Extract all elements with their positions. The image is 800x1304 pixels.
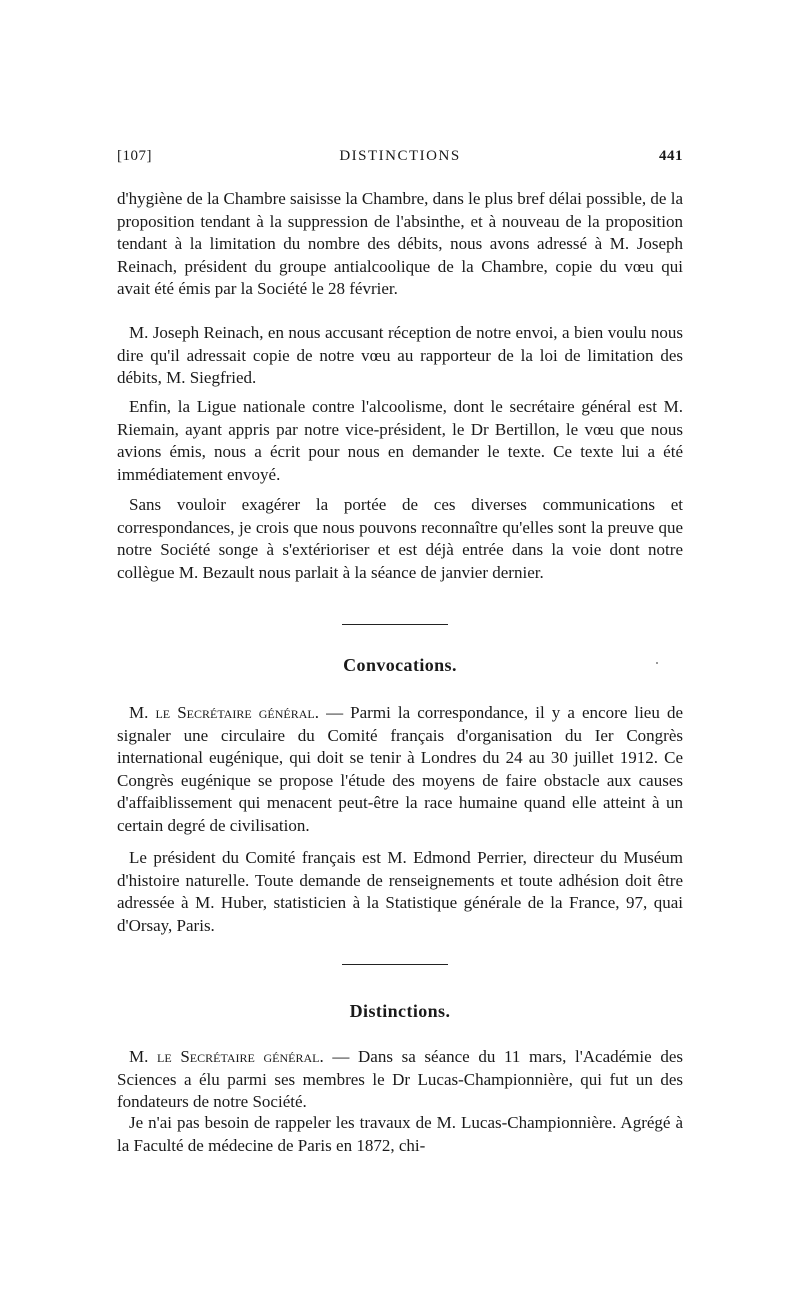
paragraph-reinach [117,322,683,390]
paragraph-lucas-championniere [117,1112,683,1157]
paragraph-body: — Parmi la correspondance, il y a encore lieu de signaler une circulaire du Comité français d'organisation du Ier Congrès international eugénique, qui doit se tenir à Londres du 24 au 30 juillet 1912. Ce Congrès eugénique se propose l'étude des moyens de faire obstacle aux causes d'affaiblissement qui menacent peut-être la race humaine quand elle atteint à un certain degré de civilisation. [117,703,683,835]
paragraph-body: — Dans sa séance du 11 mars, l'Académie des Sciences a élu parmi ses membres le Dr Lucas-Championnière, qui fut un des fondateurs de notre Société. [117,1047,683,1111]
section-divider [342,624,448,625]
section-divider [342,964,448,965]
header-page-ref: [107] [117,148,152,164]
paragraph-comite [117,847,683,937]
header-title: DISTINCTIONS [339,148,461,164]
paragraph-text: Enfin, la Ligue nationale contre l'alcoolisme, dont le secrétaire général est M. Riemain, ayant appris par notre vice-président, le Dr Bertillon, le vœu que nous avions émis, nous a écrit pour nous en demander le texte. Ce texte lui a été immédiatement envoyé. [117,397,683,484]
paragraph-text: Le président du Comité français est M. Edmond Perrier, directeur du Muséum d'histoire naturelle. Toute demande de renseignements et toute adhésion doit être adressée à M. Huber, statisticien à la Statistique générale de la France, 97, quai d'Orsay, Paris. [117,848,683,935]
section-heading-convocations: Convocations. [343,655,457,675]
paragraph-communications [117,494,683,584]
paragraph-text: Je n'ai pas besoin de rappeler les travaux de M. Lucas-Championnière. Agrégé à la Faculté de médecine de Paris en 1872, chi- [117,1113,683,1155]
section-heading-distinctions: Distinctions. [349,1001,451,1021]
paragraph-text: d'hygiène de la Chambre saisisse la Chambre, dans le plus bref délai possible, de la proposition tendant à la suppression de l'absinthe, et à nouveau de la proposition tendant à la limitation du nombre des débits, nous avons adressé à M. Joseph Reinach, président du groupe antialcoolique de la Chambre, copie du vœu qui avait été émis par la Société le 28 février. [117,189,683,298]
paragraph-ligue [117,396,683,486]
paragraph-text [117,1046,683,1114]
header-page-number: 441 [659,148,683,164]
speaker-label: M. le Secrétaire général. [129,703,320,722]
paragraph-text [117,702,683,837]
paragraph-absinthe [117,188,683,301]
paragraph-text: Sans vouloir exagérer la portée de ces diverses communications et correspondances, je crois que nous pouvons reconnaître qu'elles sont la preuve que notre Société songe à s'extérioriser et est déjà entrée dans la voie dont notre collègue M. Bezault nous parlait à la séance de janvier dernier. [117,495,683,582]
paragraph-congres [117,702,683,837]
speaker-label: M. le Secrétaire général. [129,1047,324,1066]
running-header [117,148,683,172]
paragraph-text: M. Joseph Reinach, en nous accusant réception de notre envoi, a bien voulu nous dire qu'il adressait copie de notre vœu au rapporteur de la loi de limitation des débits, M. Siegfried. [117,323,683,387]
paragraph-academie [117,1046,683,1114]
